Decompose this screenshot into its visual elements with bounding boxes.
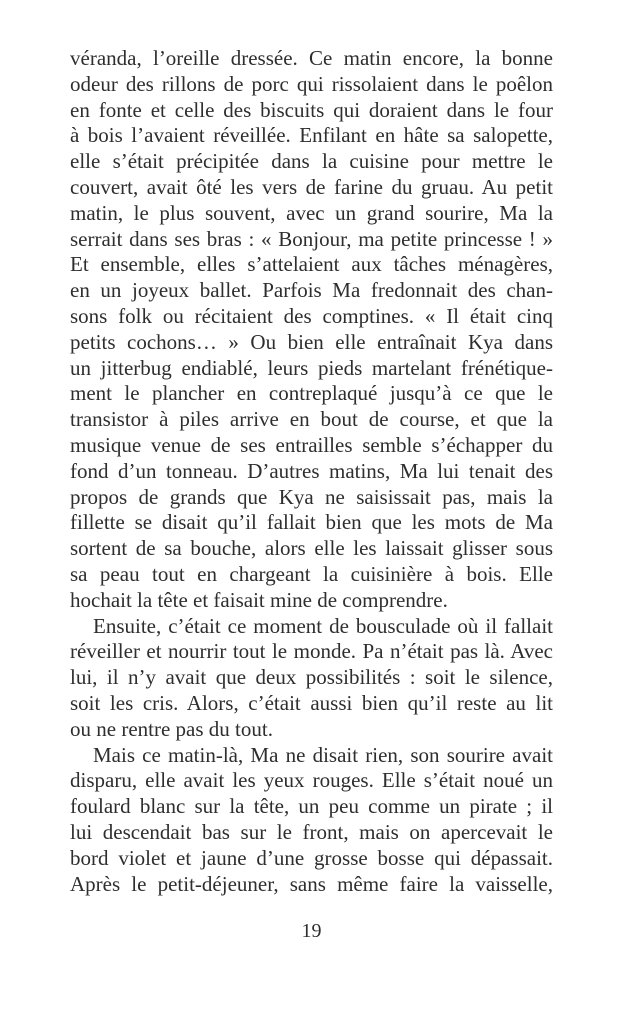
text-line: ou ne rentre pas du tout. — [70, 716, 273, 741]
text-line: fond d’un tonneau. D’autres matins, Ma lui tenait des — [70, 458, 553, 483]
text-line: petits cochons… » Ou bien elle entraînait Kya dans — [70, 329, 553, 354]
text-line: ment le plancher en contreplaqué jusqu’à ce que le — [70, 381, 553, 406]
text-line: Après le petit-déjeuner, sans même faire la vaisselle, — [70, 871, 553, 896]
text-line: transistor à piles arrive en bout de course, et que la — [70, 407, 553, 432]
text-line: odeur des rillons de porc qui rissolaient dans le poêlon — [70, 71, 553, 96]
text-line: Ensuite, c’était ce moment de bousculade où il fallait — [93, 613, 553, 638]
page-number: 19 — [301, 920, 322, 943]
text-line: fillette se disait qu’il fallait bien que les mots de Ma — [70, 510, 553, 535]
text-line: sons folk ou récitaient des comptines. « Il était cinq — [70, 303, 553, 328]
text-line: foulard blanc sur la tête, un peu comme un pirate ; il — [70, 794, 553, 819]
text-line: réveiller et nourrir tout le monde. Pa n’était pas là. Avec — [70, 639, 553, 664]
text-line: bord violet et jaune d’une grosse bosse qui dépassait. — [70, 845, 553, 870]
text-line: disparu, elle avait les yeux rouges. Elle s’était noué un — [70, 768, 553, 793]
paragraph — [70, 614, 553, 743]
text-line: à bois l’avaient réveillée. Enfilant en hâte sa salopette, — [70, 123, 553, 148]
text-line: lui, il n’y avait que deux possibilités : soit le silence, — [70, 665, 553, 690]
text-line: Et ensemble, elles s’attelaient aux tâches ménagères, — [70, 252, 553, 277]
text-line: en fonte et celle des biscuits qui doraient dans le four — [70, 97, 553, 122]
paragraph — [70, 743, 553, 898]
text-line: sa peau tout en chargeant la cuisinière à bois. Elle — [70, 561, 553, 586]
text-line: lui descendait bas sur le front, mais on apercevait le — [70, 819, 553, 844]
text-line: hochait la tête et faisait mine de comprendre. — [70, 587, 448, 612]
text-line: musique venue de ses entrailles semble s’échapper du — [70, 432, 553, 457]
text-line: couvert, avait ôté les vers de farine du gruau. Au petit — [70, 174, 553, 199]
text-block — [70, 46, 553, 897]
text-line: Mais ce matin-là, Ma ne disait rien, son sourire avait — [93, 742, 553, 767]
text-line: serrait dans ses bras : « Bonjour, ma petite princesse ! » — [70, 226, 553, 251]
text-line: soit les cris. Alors, c’était aussi bien qu’il reste au lit — [70, 690, 553, 715]
paragraph — [70, 46, 553, 614]
text-line: un jitterbug endiablé, leurs pieds martelant frénétique- — [70, 355, 553, 380]
text-line: elle s’était précipitée dans la cuisine pour mettre le — [70, 149, 553, 174]
text-line: véranda, l’oreille dressée. Ce matin encore, la bonne — [70, 46, 553, 70]
text-line: propos de grands que Kya ne saisissait pas, mais la — [70, 484, 553, 509]
text-line: en un joyeux ballet. Parfois Ma fredonnait des chan- — [70, 278, 553, 303]
text-line: matin, le plus souvent, avec un grand sourire, Ma la — [70, 200, 553, 225]
text-line: sortent de sa bouche, alors elle les laissait glisser sous — [70, 536, 553, 561]
